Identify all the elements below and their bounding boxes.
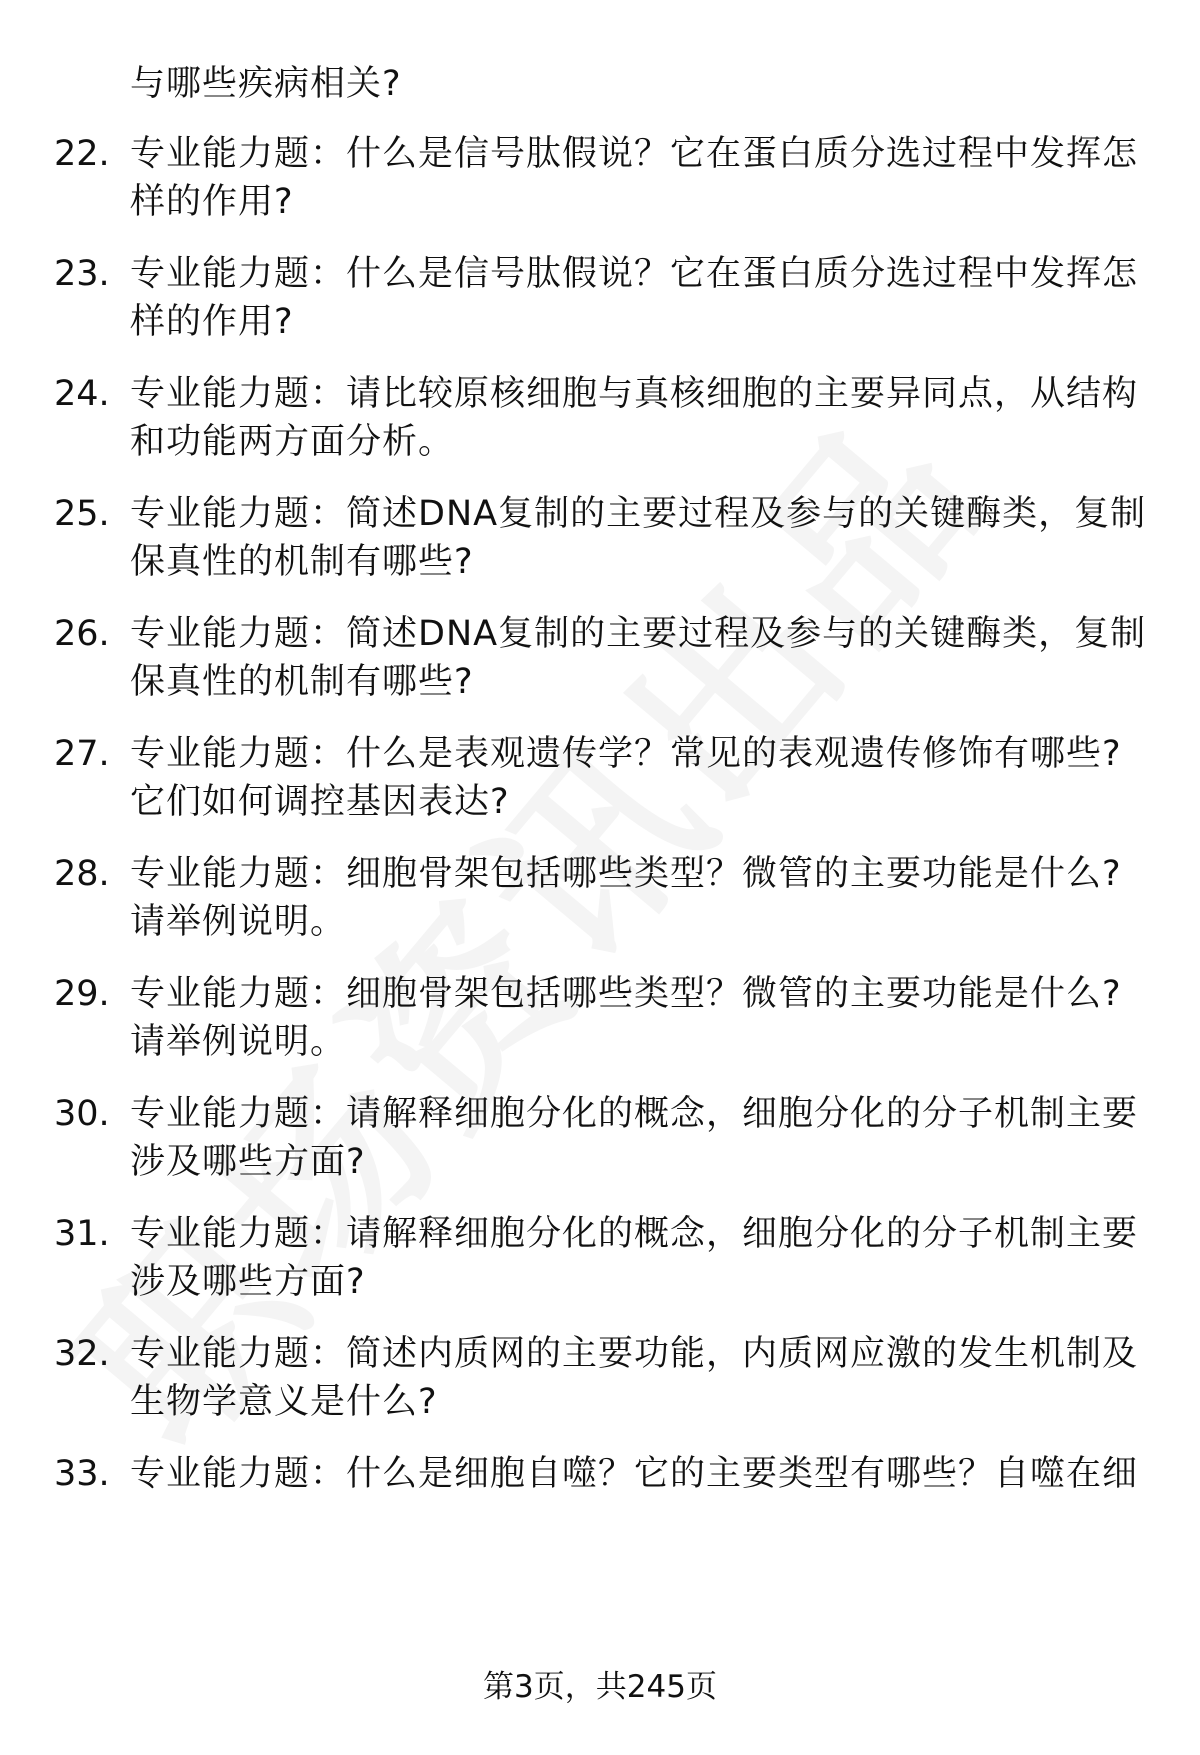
- question-number: 30.: [54, 1094, 110, 1134]
- question-text-line: 它们如何调控基因表达?: [130, 782, 510, 822]
- question-item: [0, 1210, 1200, 1310]
- question-text-line: 专业能力题：细胞骨架包括哪些类型？微管的主要功能是什么?: [130, 854, 1122, 894]
- question-item: [0, 730, 1200, 830]
- question-text-line: 生物学意义是什么?: [130, 1382, 438, 1422]
- question-item: [0, 370, 1200, 470]
- question-item: [0, 610, 1200, 710]
- question-number: 33.: [54, 1454, 110, 1494]
- question-text-line: 专业能力题：什么是细胞自噬？它的主要类型有哪些？自噬在细: [130, 1454, 1139, 1494]
- question-item: [0, 250, 1200, 350]
- question-text-line: 请举例说明。: [130, 902, 347, 942]
- question-text-line: 涉及哪些方面?: [130, 1142, 366, 1182]
- question-number: 26.: [54, 614, 110, 654]
- question-text-line: 样的作用?: [130, 182, 294, 222]
- page-footer: 第3页，共245页: [483, 1669, 717, 1705]
- question-text-line: 涉及哪些方面?: [130, 1262, 366, 1302]
- question-text-line: 专业能力题：简述内质网的主要功能，内质网应激的发生机制及: [130, 1334, 1139, 1374]
- question-text-line: 样的作用?: [130, 302, 294, 342]
- question-number: 24.: [54, 374, 110, 414]
- question-text-line: 专业能力题：请解释细胞分化的概念，细胞分化的分子机制主要: [130, 1214, 1139, 1254]
- question-text-line: 专业能力题：细胞骨架包括哪些类型？微管的主要功能是什么?: [130, 974, 1122, 1014]
- question-item: [0, 1330, 1200, 1430]
- question-number: 22.: [54, 134, 110, 174]
- question-number: 29.: [54, 974, 110, 1014]
- question-text-line: 和功能两方面分析。: [130, 422, 455, 462]
- question-text-line: 专业能力题：简述DNA复制的主要过程及参与的关键酶类，复制: [130, 614, 1147, 654]
- question-text-line: 专业能力题：什么是信号肽假说？它在蛋白质分选过程中发挥怎: [130, 134, 1139, 174]
- question-number: 32.: [54, 1334, 110, 1374]
- question-text-line: 专业能力题：什么是信号肽假说？它在蛋白质分选过程中发挥怎: [130, 254, 1139, 294]
- question-text-line: 专业能力题：请比较原核细胞与真核细胞的主要异同点，从结构: [130, 374, 1139, 414]
- question-text-line: 保真性的机制有哪些?: [130, 542, 474, 582]
- question-item: [0, 1090, 1200, 1190]
- question-text-line: 请举例说明。: [130, 1022, 347, 1062]
- question-item: [0, 850, 1200, 950]
- question-item: [0, 130, 1200, 230]
- question-item: [0, 970, 1200, 1070]
- question-number: 23.: [54, 254, 110, 294]
- question-text-line: 保真性的机制有哪些?: [130, 662, 474, 702]
- question-number: 28.: [54, 854, 110, 894]
- question-number: 31.: [54, 1214, 110, 1254]
- question-number: 25.: [54, 494, 110, 534]
- continued-question-text: 与哪些疾病相关?: [130, 64, 402, 104]
- question-item: [0, 1450, 1200, 1550]
- question-text-line: 专业能力题：简述DNA复制的主要过程及参与的关键酶类，复制: [130, 494, 1147, 534]
- question-text-line: 专业能力题：请解释细胞分化的概念，细胞分化的分子机制主要: [130, 1094, 1139, 1134]
- question-number: 27.: [54, 734, 110, 774]
- question-item: [0, 490, 1200, 590]
- question-text-line: 专业能力题：什么是表观遗传学？常见的表观遗传修饰有哪些?: [130, 734, 1122, 774]
